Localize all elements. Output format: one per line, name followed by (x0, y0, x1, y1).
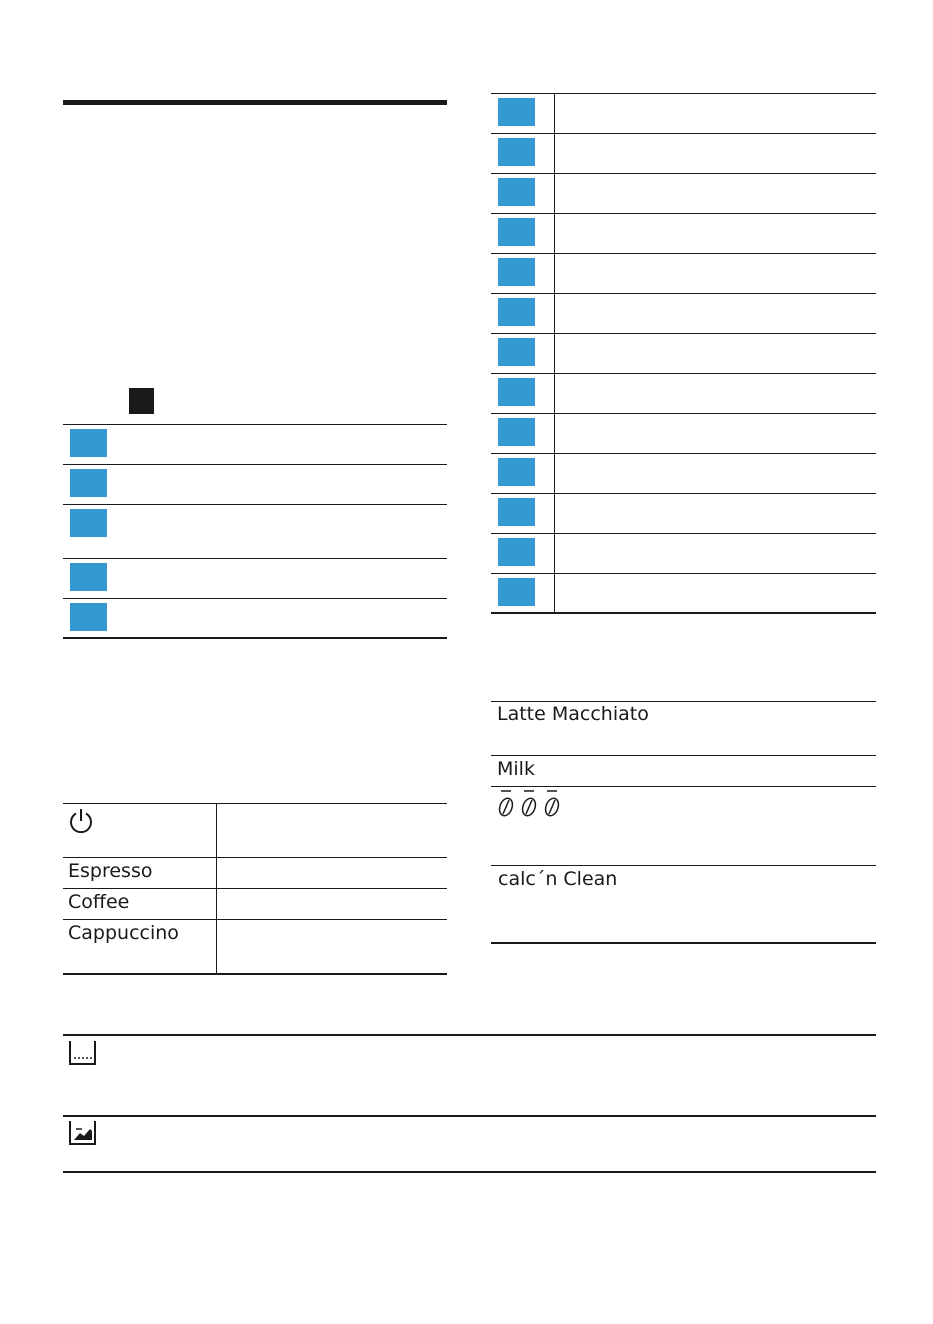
black-square-icon (129, 388, 154, 414)
calc-n-clean-label: calc´n Clean (498, 868, 618, 890)
table-rule (63, 598, 447, 599)
blue-marker-icon (70, 603, 107, 631)
blue-marker-icon (498, 258, 535, 286)
blue-marker-icon (498, 298, 535, 326)
table-rule (491, 573, 876, 574)
blue-marker-icon (498, 138, 535, 166)
table-rule (63, 919, 447, 920)
blue-marker-icon (498, 98, 535, 126)
blue-marker-icon (70, 429, 107, 457)
blue-marker-icon (498, 218, 535, 246)
table-rule (491, 786, 876, 787)
blue-marker-icon (498, 458, 535, 486)
table-rule (63, 1171, 876, 1173)
blue-marker-icon (498, 338, 535, 366)
table-rule (491, 493, 876, 494)
blue-marker-icon (498, 538, 535, 566)
coffee-bean-strength-icon (496, 789, 562, 819)
table-rule (63, 1115, 876, 1117)
table-rule (491, 701, 876, 702)
table-rule (491, 413, 876, 414)
descale-icon (68, 1119, 98, 1147)
cappuccino-label: Cappuccino (68, 922, 179, 944)
blue-marker-icon (498, 578, 535, 606)
table-rule (491, 373, 876, 374)
blue-marker-icon (498, 418, 535, 446)
table-rule (63, 973, 447, 975)
table-rule (491, 755, 876, 756)
blue-marker-icon (70, 469, 107, 497)
coffee-label: Coffee (68, 891, 130, 913)
table-rule (491, 253, 876, 254)
power-icon (67, 807, 95, 835)
table-rule (63, 504, 447, 505)
table-rule (491, 533, 876, 534)
blue-marker-icon (498, 498, 535, 526)
table-rule (63, 464, 447, 465)
water-tank-icon (68, 1039, 98, 1067)
table-rule (491, 293, 876, 294)
table-rule (491, 942, 876, 944)
section-rule (63, 100, 447, 105)
table-rule (63, 888, 447, 889)
table-rule (491, 173, 876, 174)
table-rule (491, 213, 876, 214)
table-rule (63, 1034, 876, 1036)
table-divider (216, 803, 217, 975)
table-rule (63, 857, 447, 858)
latte-macchiato-label: Latte Macchiato (497, 703, 649, 725)
table-rule (491, 453, 876, 454)
table-rule (63, 424, 447, 425)
blue-marker-icon (70, 563, 107, 591)
table-divider (554, 93, 555, 613)
blue-marker-icon (498, 178, 535, 206)
milk-label: Milk (497, 758, 535, 780)
table-rule (63, 803, 447, 804)
blue-marker-icon (70, 509, 107, 537)
blue-marker-icon (498, 378, 535, 406)
espresso-label: Espresso (68, 860, 153, 882)
table-rule (491, 93, 876, 94)
table-rule (491, 865, 876, 866)
table-rule (491, 612, 876, 614)
table-rule (491, 133, 876, 134)
table-rule (63, 558, 447, 559)
table-rule (491, 333, 876, 334)
table-rule (63, 637, 447, 639)
